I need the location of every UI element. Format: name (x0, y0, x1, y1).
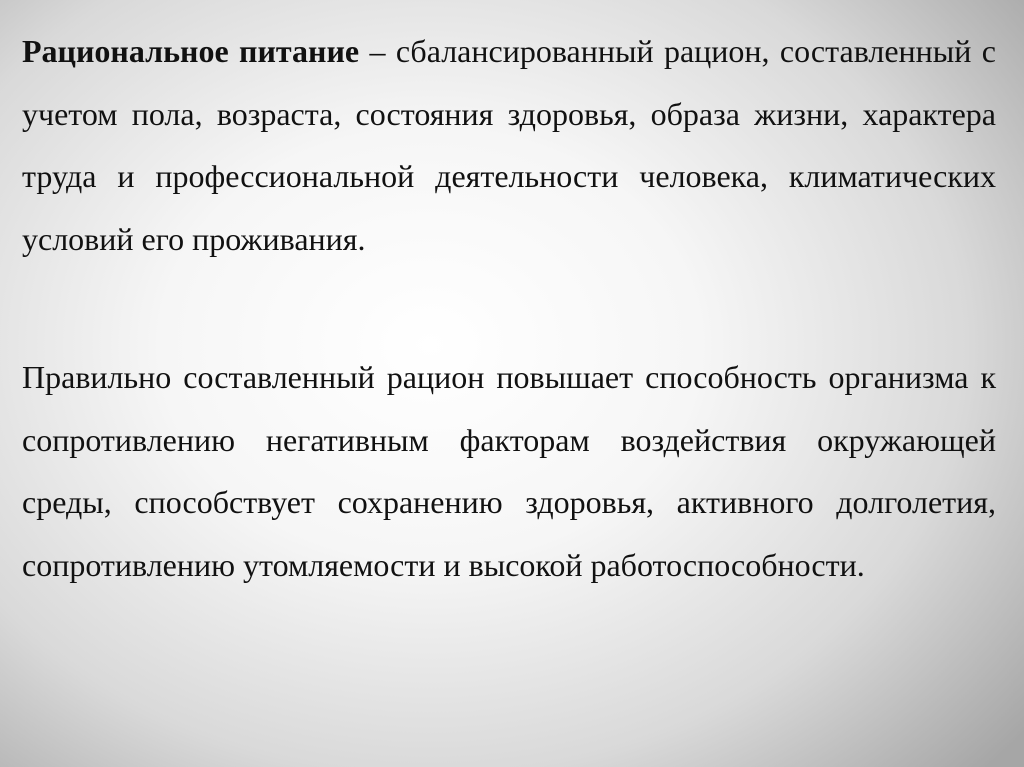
definition-text: – сбалансированный рацион, составленный с учетом пола, возраста, состояния здоровья, образа жизни, характера труда и профессиональной деятельности человека, климатических условий его проживания. (22, 33, 997, 257)
defined-term: Рациональное питание (22, 33, 360, 69)
slide-content (22, 0, 996, 767)
definition-paragraph (22, 20, 996, 270)
benefits-paragraph: Правильно составленный рацион повышает способность организма к сопротивлению негативным факторам воздействия окружающей среды, способствует сохранению здоровья, активного долголетия, сопротивлению утомляемости и высокой работоспособности. (22, 359, 996, 583)
